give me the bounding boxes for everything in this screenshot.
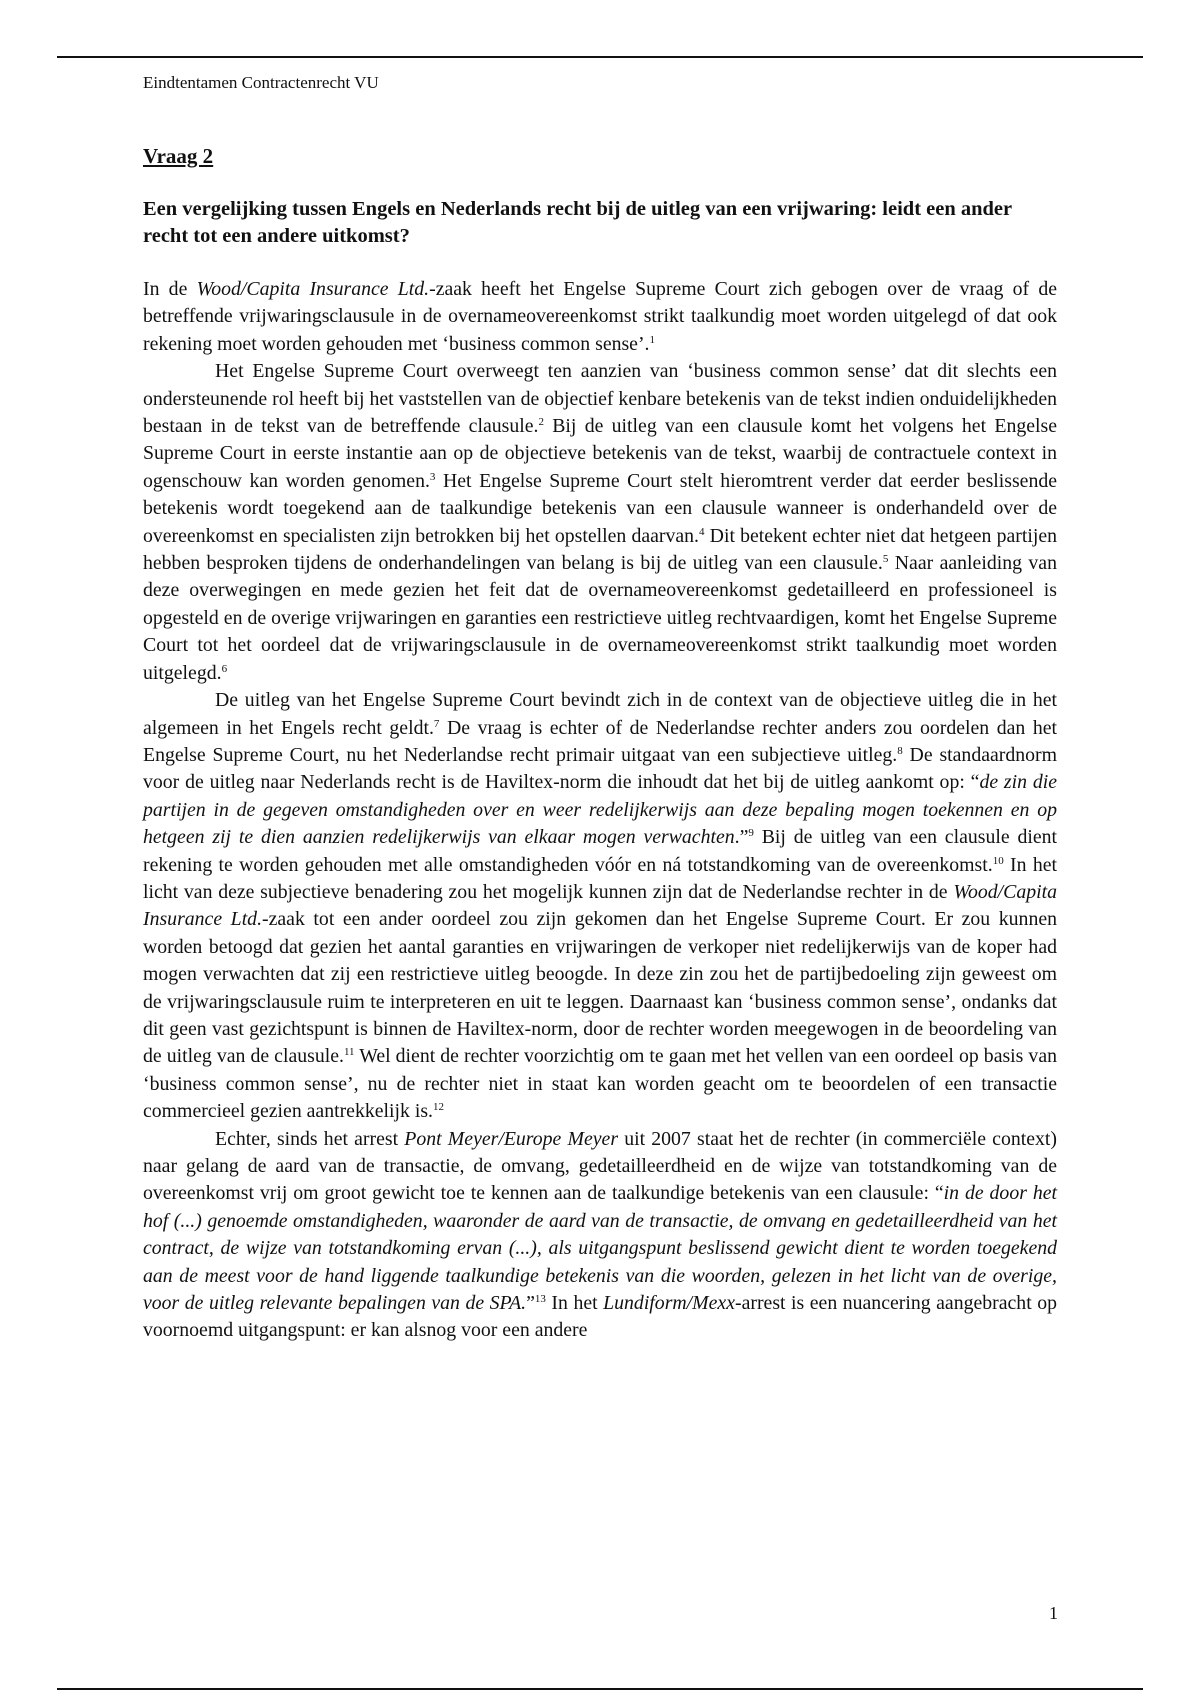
footnote-ref: 4: [699, 525, 705, 538]
running-header: Eindtentamen Contractenrecht VU: [143, 73, 379, 92]
footnote-ref: 9: [748, 827, 754, 840]
paragraph-2: Het Engelse Supreme Court overweegt ten aanzien van ‘business common sense’ dat dit slechts een ondersteunende rol heeft bij het vaststellen van de objectief kenbare betekenis van de tekst indien onduidelijkheden bestaan in de tekst van de betreffende clausule.$^2$ Bij de uitleg van een clausule komt het volgens het Engelse Supreme Court in eerste instantie aan op de objectieve betekenis van de tekst, waarbij de contractuele context in ogenschouw kan worden genomen.$^3$ Het Engelse Supreme Court stelt hieromtrent verder dat eerder beslissende betekenis wordt toegekend aan de taalkundige betekenis van een clausule wanneer is onderhandeld over de overeenkomst en specialisten zijn betrokken bij het opstellen daarvan.$^4$ Dit betekent echter niet dat hetgeen partijen hebben besproken tijdens de onderhandelingen van belang is bij de uitleg van een clausule.$^5$ Naar aanleiding van deze overwegingen en mede gezien het feit dat de overnameovereenkomst gedetailleerd en professioneel is opgesteld en de overige vrijwaringen en garanties een restrictieve uitleg rechtvaardigen, komt het Engelse Supreme Court tot het oordeel dat de vrijwaringsclausule in de overnameovereenkomst strikt taalkundig moet worden uitgelegd.$^6$: [143, 360, 1058, 684]
footnote-ref: 8: [897, 744, 903, 757]
paragraph-3: De uitleg van het Engelse Supreme Court bevindt zich in de context van de objectieve uitleg die in het algemeen in het Engels recht geldt.$^7$ De vraag is echter of de Nederlandse rechter anders zou oordelen dan het Engelse Supreme Court, nu het Nederlandse recht primair uitgaat van een subjectieve uitleg.$^8$ De standaardnorm voor de uitleg naar Nederlands recht is de Haviltex-norm die inhoudt dat het bij de uitleg aankomt op: “de zin die partijen in de gegeven omstandigheden over en weer redelijkerwijs aan deze bepaling mogen toekennen en op hetgeen zij te dien aanzien redelijkerwijs van elkaar mogen verwachten.”$^9$ Bij de uitleg van een clausule dient rekening te worden gehouden met alle omstandigheden vóór en ná totstandkoming van de overeenkomst.$^{10}$ In het licht van deze subjectieve benadering zou het mogelijk kunnen zijn dat de Nederlandse rechter in de Wood/Capita Insurance Ltd.-zaak tot een ander oordeel zou zijn gekomen dan het Engelse Supreme Court. Er zou kunnen worden betoogd dat gezien het aantal garanties en vrijwaringen de verkoper niet redelijkerwijs van de koper had mogen verwachten dat zij een restrictieve uitleg beoogde. In deze zin zou het de partijbedoeling zijn geweest om de vrijwaringsclausule ruim te interpreteren en uit te leggen. Daarnaast kan ‘business common sense’, ondanks dat dit geen vast gezichtspunt is binnen de Haviltex-norm, door de rechter worden meegewogen in de beoordeling van de uitleg van de clausule.$^{11}$ Wel dient de rechter voorzichtig om te gaan met het vellen van een oordeel op basis van ‘business common sense’, nu de rechter niet in staat kan worden geacht om te beoordelen of een transactie commercieel gezien aantrekkelijk is.$^{12}$: [143, 689, 1058, 1123]
footnote-ref: 5: [882, 553, 889, 566]
paragraph-4: Echter, sinds het arrest Pont Meyer/Europe Meyer uit 2007 staat het de rechter (in commerciële context) naar gelang de aard van de transactie, de omvang, gedetailleerdheid en de wijze van totstandkoming van de overeenkomst vrij om groot gewicht toe te kennen aan de taalkundige betekenis van een clausule: “in de door het hof (...) genoemde omstandigheden, waaronder de aard van de transactie, de omvang en gedetailleerdheid van het contract, de wijze van totstandkoming ervan (...), als uitgangspunt beslissend gewicht dient te worden toegekend aan de meest voor de hand liggende taalkundige betekenis van die woorden, gelezen in het licht van de overige, voor de uitleg relevante bepalingen van de SPA.”$^{13}$ In het Lundiform/Mexx-arrest is een nuancering aangebracht op voornoemd uitgangspunt: er kan alsnog voor een andere: [143, 1127, 1058, 1342]
footnote-ref: 2: [538, 416, 544, 429]
footnote-ref: 1: [649, 333, 655, 346]
court-quote: in de door het hof (...) genoemde omstandigheden, waaronder de aard van de transactie, de omvang en gedetailleerdheid van het contract, de wijze van totstandkoming ervan (...), als uitgangspunt beslissend gewicht dient te worden toegekend aan de meest voor de hand liggende taalkundige betekenis van die woorden, gelezen in het licht van de overige, voor de uitleg relevante bepalingen van de SPA.: [143, 1182, 1057, 1315]
footnote-ref: 12: [433, 1101, 444, 1114]
section-title: Vraag 2: [143, 144, 214, 168]
bottom-rule: [57, 1688, 1143, 1690]
case-name: Wood/Capita Insurance Ltd.: [196, 278, 430, 300]
case-name: Lundiform/Mexx: [603, 1292, 735, 1315]
footnote-ref: 13: [534, 1293, 546, 1306]
footnote-ref: 10: [992, 854, 1004, 867]
paragraph-1: In de Wood/Capita Insurance Ltd.-zaak heeft het Engelse Supreme Court zich gebogen over de vraag of de betreffende vrijwaringsclausule in de overnameovereenkomst strikt taalkundig moet worden uitgelegd of dat ook rekening moet worden gehouden met ‘business common sense’.$^1$: [143, 278, 1057, 355]
footnote-ref: 3: [429, 470, 436, 483]
page-number: 1: [1049, 1603, 1058, 1623]
footnote-ref: 11: [343, 1046, 355, 1059]
question-heading: Een vergelijking tussen Engels en Nederlands recht bij de uitleg van een vrijwaring: leidt een ander recht tot een andere uitkomst?: [143, 198, 1012, 247]
footnote-ref: 7: [433, 717, 440, 730]
case-name: Wood/Capita Insurance Ltd.: [143, 880, 1057, 931]
haviltex-quote: de zin die partijen in de gegeven omstandigheden over en weer redelijkerwijs aan deze bepaling mogen toekennen en op hetgeen zij te dien aanzien redelijkerwijs van elkaar mogen verwachten: [143, 771, 1057, 849]
footnote-ref: 6: [221, 662, 228, 675]
top-rule: [57, 56, 1143, 58]
page-content: [143, 143, 1057, 1345]
case-name: Pont Meyer/Europe Meyer: [404, 1127, 619, 1150]
